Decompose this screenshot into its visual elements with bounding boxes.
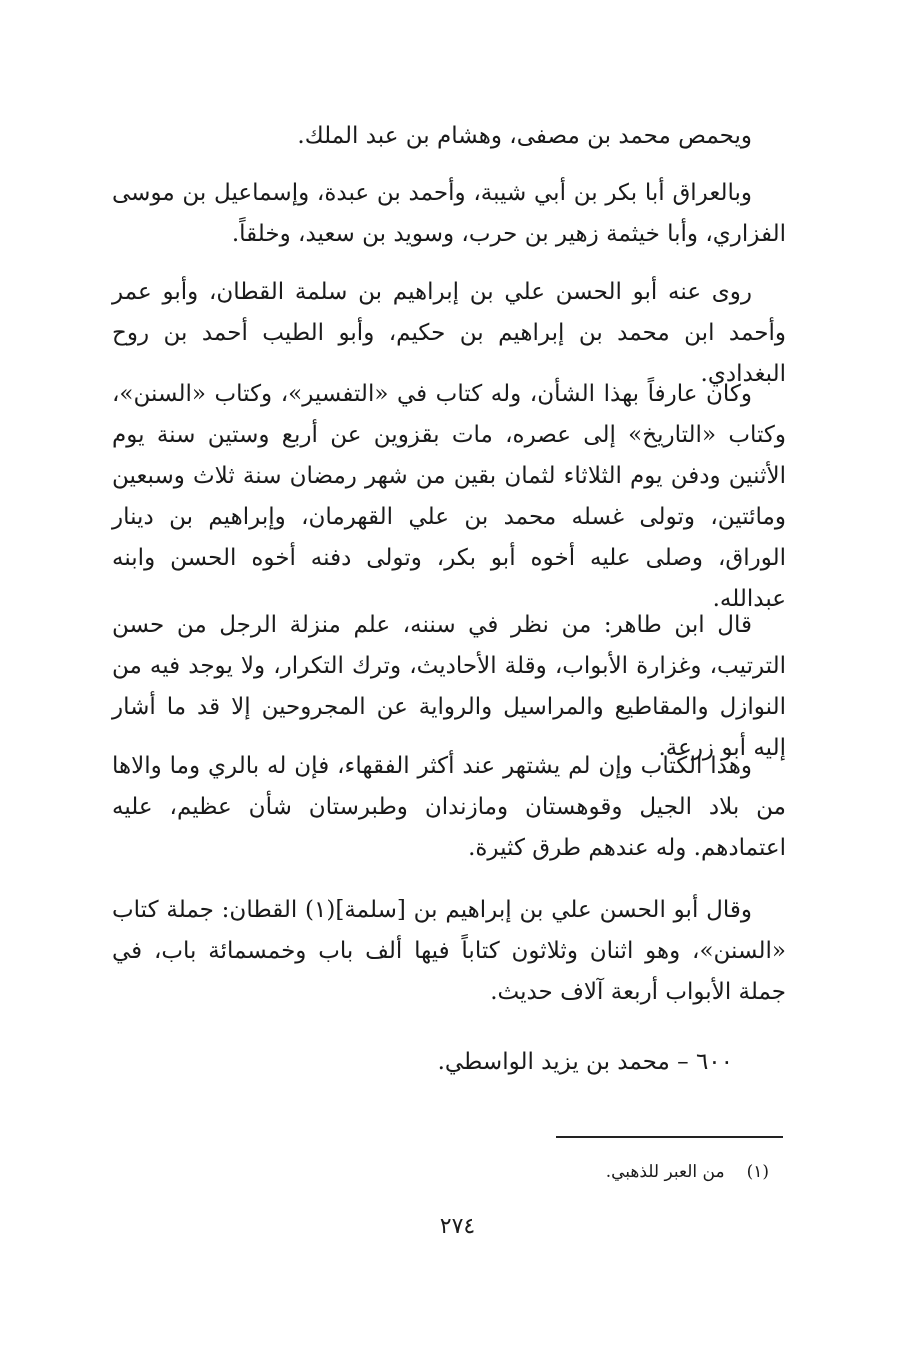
paragraph: ويحمص محمد بن مصفى، وهشام بن عبد الملك. bbox=[297, 123, 752, 149]
paragraph: وقال أبو الحسن علي بن إبراهيم بن [سلمة](١) القطان: جملة كتاب «السنن»، وهو اثنان وثلاثون كتاباً فيها ألف باب وخمسمائة باب، في جملة الأبواب أربعة آلاف حديث. bbox=[112, 897, 786, 1005]
paragraph: وبالعراق أبا بكر بن أبي شيبة، وأحمد بن عبدة، وإسماعيل بن موسى الفزاري، وأبا خيثمة زهير بن حرب، وسويد بن سعيد، وخلقاً. bbox=[112, 180, 786, 247]
paragraph: وهذا الكتاب وإن لم يشتهر عند أكثر الفقهاء، فإن له بالري وما والاها من بلاد الجيل وقوهستان ومازندان وطبرستان شأن عظيم، عليه اعتمادهم. وله عندهم طرق كثيرة. bbox=[112, 753, 786, 861]
paragraph: قال ابن طاهر: من نظر في سننه، علم منزلة الرجل من حسن الترتيب، وغزارة الأبواب، وقلة الأحاديث، وترك التكرار، ولا يوجد فيه من النوازل والمقاطيع والمراسيل والرواية عن المجروحين إلا قد ما أشار إليه أبو زرعة. bbox=[112, 612, 786, 761]
paragraph: وكان عارفاً بهذا الشأن، وله كتاب في «التفسير»، وكتاب «السنن»، وكتاب «التاريخ» إلى عصره، مات بقزوين عن أربع وستين سنة يوم الأثنين ودفن يوم الثلاثاء لثمان بقين من شهر رمضان سنة ثلاث وسبعين ومائتين، وتولى غسله محمد بن علي القهرمان، وإبراهيم بن دينار الوراق، وصلى عليه أخوه أبو بكر، وتولى دفنه أخوه الحسن وابنه عبدالله. bbox=[112, 381, 786, 612]
body-text bbox=[112, 173, 786, 255]
footnote-number: (١) bbox=[746, 1162, 769, 1182]
page-number: ٢٧٤ bbox=[439, 1214, 476, 1239]
body-text bbox=[112, 605, 786, 769]
body-text bbox=[112, 374, 786, 620]
footnote-divider bbox=[556, 1136, 783, 1138]
body-text bbox=[112, 746, 786, 869]
footnote-text: من العبر للذهبي. bbox=[605, 1162, 725, 1182]
body-text bbox=[112, 116, 786, 157]
body-text bbox=[112, 890, 786, 1013]
entry-heading: ٦٠٠ – محمد بن يزيد الواسطي. bbox=[437, 1049, 733, 1075]
footnote bbox=[606, 1158, 769, 1186]
paragraph: روى عنه أبو الحسن علي بن إبراهيم بن سلمة القطان، وأبو عمر وأحمد ابن محمد بن إبراهيم بن حكيم، وأبو الطيب أحمد بن روح البغدادي. bbox=[112, 279, 786, 387]
